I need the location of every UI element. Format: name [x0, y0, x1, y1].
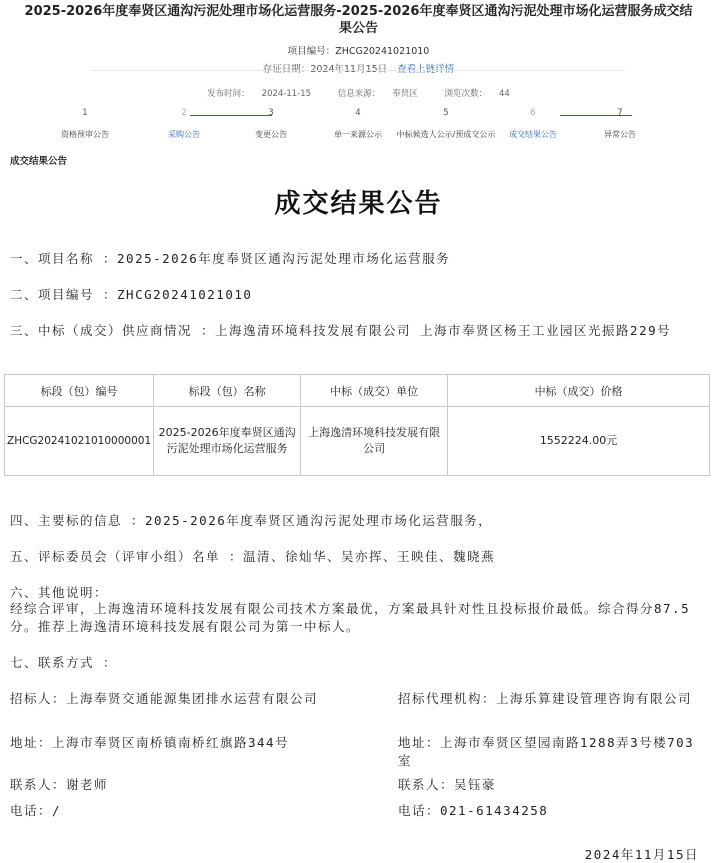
item-other-body: 经综合评审，上海逸清环境科技发展有限公司技术方案最优，方案最具针对性且投标报价最低。综合得分87.5分。推荐上海逸清环境科技发展有限公司为第一中标人。 — [10, 601, 691, 634]
step-2[interactable] — [134, 108, 234, 140]
item-subject: 四、主要标的信息 ：2025-2026年度奉贤区通沟污泥处理市场化运营服务， — [10, 513, 493, 528]
agency-address: 地址：上海市奉贤区望园南路1288弄3号楼703室 — [398, 735, 695, 768]
step-label: 中标候选人公示/预成交公示 — [396, 130, 496, 139]
publish-info-line — [0, 87, 717, 99]
item-project-number: 二、项目编号 ：ZHCG20241021010 — [10, 287, 253, 302]
deposit-label: 存证日期： — [262, 64, 311, 75]
step-number: 4 — [355, 108, 361, 118]
table-row — [5, 407, 710, 476]
table-header: 中标（成交）单位 — [301, 375, 448, 407]
table-header: 中标（成交）价格 — [448, 375, 710, 407]
step-number: 2 — [181, 108, 187, 118]
views-count: 44 — [499, 89, 510, 99]
step-label: 变更公告 — [255, 130, 287, 139]
page-title: 2025-2026年度奉贤区通沟污泥处理市场化运营服务-2025-2026年度奉贤区通沟污泥处理市场化运营服务成交结果公告 — [24, 4, 693, 36]
table-header: 标段（包）编号 — [5, 375, 154, 407]
step-label: 成交结果公告 — [509, 130, 557, 139]
step-3[interactable] — [221, 108, 321, 140]
item-supplier: 三、中标（成交）供应商情况 ：上海逸清环境科技发展有限公司 上海市奉贤区杨王工业园区光振路229号 — [10, 323, 672, 338]
award-table — [4, 374, 710, 476]
view-chain-link[interactable]: 查看上链详情 — [397, 64, 455, 75]
divider — [92, 70, 625, 71]
step-number: 1 — [82, 108, 88, 118]
step-label: 资格预审公告 — [61, 130, 109, 139]
views-label: 浏览次数： — [444, 89, 488, 99]
item-project-name: 一、项目名称 ：2025-2026年度奉贤区通沟污泥处理市场化运营服务 — [10, 251, 451, 266]
publish-label: 发布时间： — [207, 89, 250, 99]
section-label: 成交结果公告 — [10, 156, 68, 167]
agency-contact: 联系人：吴钰豪 — [398, 777, 497, 792]
step-1[interactable] — [35, 108, 135, 140]
agency-name: 招标代理机构：上海乐算建设管理咨询有限公司 — [398, 691, 693, 706]
tenderer-address: 地址：上海市奉贤区南桥镇南桥红旗路344号 — [10, 735, 290, 750]
step-6[interactable] — [483, 108, 583, 140]
source-value: 奉贤区 — [392, 89, 418, 99]
step-number: 3 — [268, 108, 274, 118]
table-cell: 2025-2026年度奉贤区通沟污泥处理市场化运营服务 — [154, 407, 301, 476]
item-contact-title: 七、联系方式 ： — [10, 655, 118, 670]
footer-date: 2024年11月15日 — [584, 847, 699, 862]
project-number-line — [0, 43, 717, 57]
item-committee: 五、评标委员会（评审小组）名单 ：温清、徐灿华、吴亦挥、王映佳、魏晓燕 — [10, 549, 496, 564]
agency-phone: 电话：021-61434258 — [398, 803, 549, 818]
document-title: 成交结果公告 — [274, 189, 443, 219]
table-cell: 上海逸清环境科技发展有限公司 — [301, 407, 448, 476]
table-cell: ZHCG20241021010000001 — [5, 407, 154, 476]
table-header: 标段（包）名称 — [154, 375, 301, 407]
tenderer-contact: 联系人：谢老师 — [10, 777, 109, 792]
deposit-date: 2024年11月15日 — [310, 64, 388, 75]
table-header-row — [5, 375, 710, 407]
source-label: 信息来源： — [337, 89, 381, 99]
item-other-title: 六、其他说明： — [10, 585, 109, 600]
table-cell: 1552224.00元 — [448, 407, 710, 476]
process-steps — [40, 108, 680, 148]
step-number: 7 — [617, 108, 623, 118]
step-4[interactable] — [308, 108, 408, 140]
project-number: ZHCG20241021010 — [335, 46, 430, 57]
tenderer-name: 招标人：上海奉贤交通能源集团排水运营有限公司 — [10, 691, 319, 706]
project-number-label: 项目编号： — [287, 46, 336, 57]
tenderer-phone: 电话：/ — [10, 803, 62, 818]
step-5[interactable] — [396, 108, 496, 140]
publish-time: 2024-11-15 — [261, 89, 312, 99]
step-number: 6 — [530, 108, 536, 118]
step-7[interactable] — [570, 108, 670, 140]
step-number: 5 — [443, 108, 449, 118]
step-label: 采购公告 — [168, 130, 200, 139]
step-label: 异常公告 — [604, 130, 636, 139]
step-label: 单一来源公示 — [334, 130, 382, 139]
deposit-line — [0, 61, 717, 75]
